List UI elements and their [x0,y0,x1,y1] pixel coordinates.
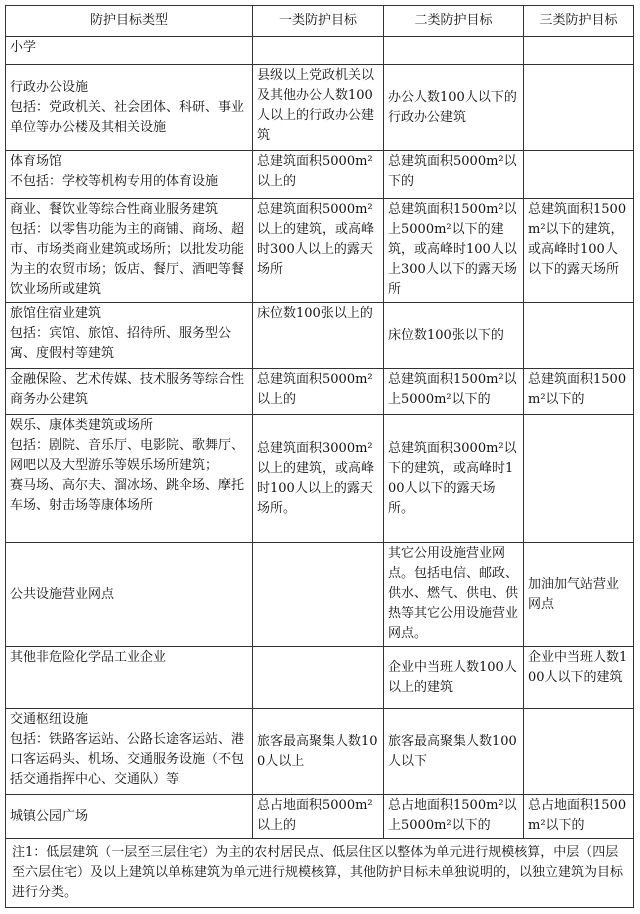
cell-type [6,415,253,543]
table-row [6,151,634,199]
cell-type [6,543,253,647]
cell-class-1: 旅客最高聚集人数100人以上 [253,709,384,795]
type-title: 城镇公园广场 [10,808,89,824]
cell-type [6,65,253,151]
type-detail: 不包括：学校等机构专用的体育设施 [10,174,219,189]
note-row [6,839,634,908]
cell-class-3: 总占地面积1500m²以下的 [524,795,634,839]
cell-class-3: 总建筑面积1500m²以下的建筑，或高峰时100人以下的露天场所 [524,199,634,303]
type-title: 交通枢纽设施 [10,712,89,727]
protection-target-table [5,5,634,908]
cell-type [6,151,253,199]
cell-type [6,303,253,369]
cell-type [6,647,253,709]
table-row [6,709,634,795]
cell-class-2: 总占地面积1500m²以上5000m²以下的 [384,795,524,839]
cell-class-2: 其它公用设施营业网点。包括电信、邮政、供水、燃气、供电、供热等其它公用设施营业网点。 [384,543,524,647]
header-class-1: 一类防护目标 [253,6,384,37]
header-class-3: 三类防护目标 [524,6,634,37]
table-row [6,37,634,65]
cell-class-1: 总建筑面积3000m²以上的建筑，或高峰时100人以上的露天场所。 [253,415,384,543]
cell-class-2: 总建筑面积5000m²以下的 [384,151,524,199]
type-detail-2: 赛马场、高尔夫、溜冰场、跳伞场、摩托车场、射击场等康体场所 [10,478,245,513]
cell-class-1: 县级以上党政机关以及其他办公人数100人以上的行政办公建筑 [253,65,384,151]
cell-class-3: 加油加气站营业网点 [524,543,634,647]
type-detail: 包括：铁路客运站、公路长途客运站、港口客运码头、机场、交通服务设施（不包括交通指挥中心、交通队）等 [10,732,245,787]
cell-class-3 [524,37,634,65]
table-row [6,199,634,303]
table-row [6,647,634,709]
cell-class-1: 总建筑面积5000m²以上的 [253,151,384,199]
cell-class-3 [524,151,634,199]
type-title: 娱乐、康体类建筑或场所 [10,418,154,433]
type-title: 商业、餐饮业等综合性商业服务建筑 [10,202,219,217]
cell-class-2 [384,37,524,65]
table-row [6,543,634,647]
table-row [6,303,634,369]
cell-class-2: 总建筑面积1500m²以上5000m²以下的 [384,369,524,415]
type-detail: 包括：宾馆、旅馆、招待所、服务型公寓、度假村等建筑 [10,326,232,361]
type-title: 行政办公设施 [10,79,89,95]
table-header-row [6,6,634,37]
type-title: 小学 [10,40,37,55]
table-note: 注1：低层建筑（一层至三层住宅）为主的农村居民点、低层住区以整体为单元进行规模核算，中层（四层至六层住宅）及以上建筑以单栋建筑为单元进行规模核算，其他防护目标未单独说明的，以独立建筑为目标进行分类。 [6,839,634,908]
cell-class-1: 总建筑面积5000m²以上的 [253,369,384,415]
table-row [6,369,634,415]
header-type: 防护目标类型 [6,6,253,37]
type-title: 公共设施营业网点 [10,586,115,602]
cell-class-2: 总建筑面积3000m²以下的建筑，或高峰时100人以下的露天场所。 [384,415,524,543]
cell-class-2: 总建筑面积1500m²以上5000m²以下的建筑，或高峰时100人以上300人以下的露天场所 [384,199,524,303]
cell-class-2: 企业中当班人数100人以上的建筑 [384,647,524,709]
cell-class-3: 总建筑面积1500m²以下的 [524,369,634,415]
table-row [6,795,634,839]
cell-class-3 [524,303,634,369]
cell-class-1: 总占地面积5000m²以上的 [253,795,384,839]
cell-class-1: 总建筑面积5000m²以上的建筑，或高峰时300人以上的露天场所 [253,199,384,303]
cell-class-2: 办公人数100人以下的行政办公建筑 [384,65,524,151]
cell-class-1: 床位数100张以上的 [253,303,384,369]
cell-class-3: 企业中当班人数100人以下的建筑 [524,647,634,709]
cell-class-2: 床位数100张以下的 [384,303,524,369]
cell-type [6,795,253,839]
document-page [5,5,633,908]
cell-class-3 [524,65,634,151]
cell-class-1 [253,647,384,709]
table-row [6,415,634,543]
type-detail: 包括：剧院、音乐厅、电影院、歌舞厅、网吧以及大型游乐等娱乐场所建筑； [10,438,245,473]
type-title: 旅馆住宿业建筑 [10,306,102,321]
cell-type [6,369,253,415]
cell-class-1 [253,37,384,65]
cell-class-1 [253,543,384,647]
type-detail: 包括：党政机关、社会团体、科研、事业单位等办公楼及其相关设施 [10,99,245,135]
type-title: 体育场馆 [10,154,63,169]
cell-type [6,709,253,795]
type-title: 金融保险、艺术传媒、技术服务等综合性商务办公建筑 [10,372,245,407]
type-title: 其他非危险化学品工业企业 [10,650,167,665]
cell-class-3 [524,415,634,543]
cell-class-2: 旅客最高聚集人数100人以下 [384,709,524,795]
cell-type [6,37,253,65]
type-detail: 包括：以零售功能为主的商铺、商场、超市、市场类商业建筑或场所；以批发功能为主的农贸市场；饭店、餐厅、酒吧等餐饮业场所或建筑 [10,222,245,297]
cell-class-3 [524,709,634,795]
header-class-2: 二类防护目标 [384,6,524,37]
cell-type [6,199,253,303]
table-row [6,65,634,151]
